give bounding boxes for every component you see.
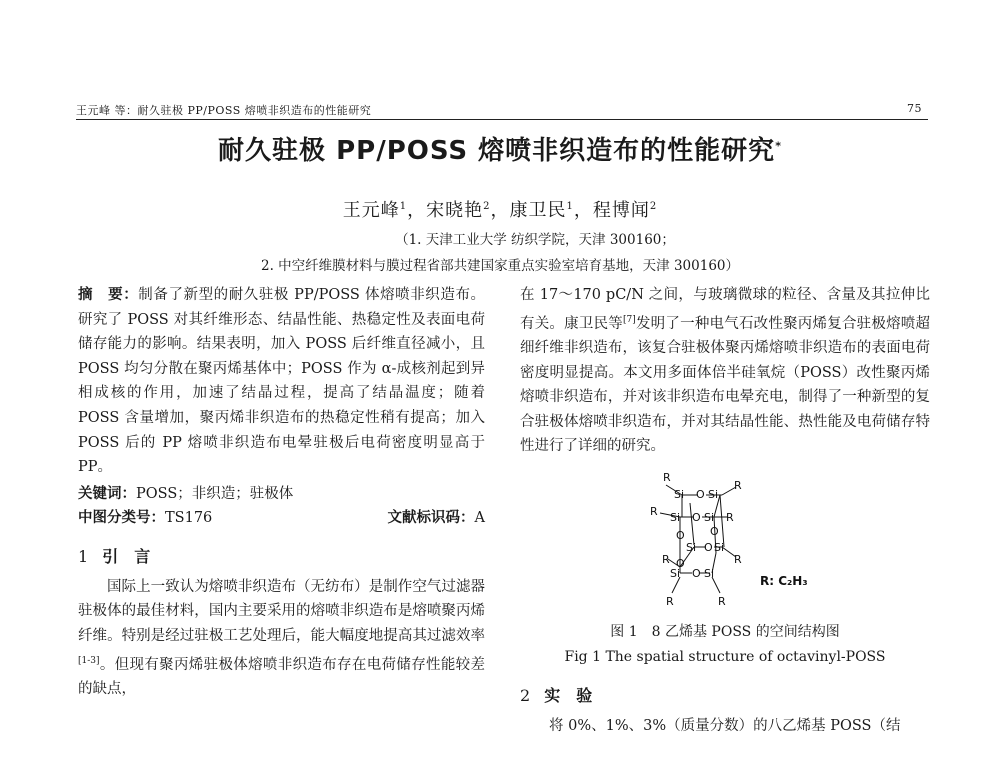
atom-r: R xyxy=(663,470,671,484)
atom-si: Si xyxy=(714,540,725,554)
poss-structure-diagram xyxy=(610,467,830,617)
atom-o: O xyxy=(676,528,685,542)
atom-o: O xyxy=(704,540,713,554)
atom-si: Si xyxy=(670,510,681,524)
classification-line xyxy=(78,506,485,530)
author-name: 程博闻 xyxy=(592,200,650,221)
header-rule xyxy=(76,119,928,120)
abstract xyxy=(78,283,485,480)
citation: [1-3] xyxy=(78,655,100,666)
atom-r: R xyxy=(734,552,742,566)
atom-r: R xyxy=(650,504,658,518)
title-footnote-mark: * xyxy=(775,139,782,153)
author-list: 王元峰$^1$，宋晓艳$^2$，康卫民$^1$，程博闻$^2$ xyxy=(342,200,658,221)
clc-label: 中图分类号： xyxy=(78,509,165,526)
atom-si: Si xyxy=(708,487,719,501)
page-number: 75 xyxy=(907,102,922,115)
atom-r: R xyxy=(662,552,670,566)
section-heading-experiment: 2 实 验 xyxy=(520,685,593,705)
experiment-paragraph: 将 0%、1%、3%（质量分数）的八乙烯基 POSS（结 xyxy=(549,717,901,734)
author-name: 王元峰 xyxy=(342,200,400,221)
atom-o: O xyxy=(676,556,685,570)
atom-o: O xyxy=(692,510,701,524)
atom-si: Si xyxy=(704,566,715,580)
abstract-label: 摘 要： xyxy=(78,287,139,303)
atom-si: Si xyxy=(670,566,681,580)
atom-si: Si xyxy=(686,540,697,554)
keywords-label: 关键词： xyxy=(78,485,136,502)
section-heading-intro: 1 引 言 xyxy=(78,546,151,566)
figure-caption-en: Fig 1 The spatial structure of octavinyl-POSS xyxy=(564,648,886,665)
clc-value: TS176 xyxy=(165,509,213,526)
running-head-text: 王元峰 等：耐久驻极 PP/POSS 熔喷非织造布的性能研究 xyxy=(76,104,372,117)
figure-caption-cn: 图 1 8 乙烯基 POSS 的空间结构图 xyxy=(610,623,840,640)
intro-paragraph: 国际上一致认为熔喷非织造布（无纺布）是制作空气过滤器驻极体的最佳材料，国内主要采用的熔喷非织造布是熔喷聚丙烯纤维。特别是经过驻极工艺处理后，能大幅度地提高其过滤效率[1-3]。但现有聚丙烯驻极体熔喷非织造布存在电荷储存性能较差的缺点， xyxy=(78,578,485,697)
left-column xyxy=(78,283,485,702)
right-column xyxy=(520,283,930,739)
affiliation-2: 2. 中空纤维膜材料与膜过程省部共建国家重点实验室培育基地，天津 300160） xyxy=(261,258,739,274)
atom-o: O xyxy=(710,524,719,538)
running-head xyxy=(76,102,928,118)
affiliation-1: （1. 天津工业大学 纺织学院，天津 300160； xyxy=(395,232,675,248)
doc-code-label: 文献标识码： xyxy=(387,509,475,526)
atom-r: R xyxy=(734,478,742,492)
atom-r: R xyxy=(726,510,734,524)
keywords-text: POSS；非织造；驻极体 xyxy=(136,485,294,502)
atom-si: Si xyxy=(674,487,685,501)
intro-continued-paragraph: 在 17～170 pC/N 之间，与玻璃微球的粒径、含量及其拉伸比有关。康卫民等[7]发明了一种电气石改性聚丙烯复合驻极熔喷超细纤维非织造布，该复合驻极体聚丙烯熔喷非织造布的表面电荷密度明显提高。本文用多面体倍半硅氧烷（POSS）改性聚丙烯熔喷非织造布，并对该非织造布电晕充电，制得了一种新型的复合驻极体熔喷非织造布，并对其结晶性能、热性能及电荷储存特性进行了详细的研究。 xyxy=(520,287,931,455)
abstract-text: 制备了新型的耐久驻极 PP/POSS 体熔喷非织造布。研究了 POSS 对其纤维形态、结晶性能、热稳定性及表面电荷储存能力的影响。结果表明，加入 POSS 后纤维直径减小，且 POSS 均匀分散在聚丙烯基体中；POSS 作为 α-成核剂起到异相成核的作用，加速了结晶过程，提高了结晶温度；随着 POSS 含量增加，聚丙烯非织造布的热稳定性稍有提高；加入 POSS 后的 PP 熔喷非织造布电晕驻极后电荷密度明显高于 PP。 xyxy=(78,287,486,476)
figure-1 xyxy=(520,467,930,617)
atom-si: Si xyxy=(704,510,715,524)
keywords xyxy=(78,482,485,506)
author-name: 康卫民 xyxy=(509,200,567,221)
paper-title: 耐久驻极 PP/POSS 熔喷非织造布的性能研究* xyxy=(218,136,782,166)
atom-o: O xyxy=(692,566,701,580)
atom-r: R xyxy=(718,594,726,608)
figure-legend: R: C₂H₃ xyxy=(760,573,808,588)
citation: [7] xyxy=(623,314,636,325)
author-name: 宋晓艳 xyxy=(426,200,484,221)
doc-code-value: A xyxy=(474,509,485,526)
atom-o: O xyxy=(696,487,705,501)
atom-r: R xyxy=(666,594,674,608)
